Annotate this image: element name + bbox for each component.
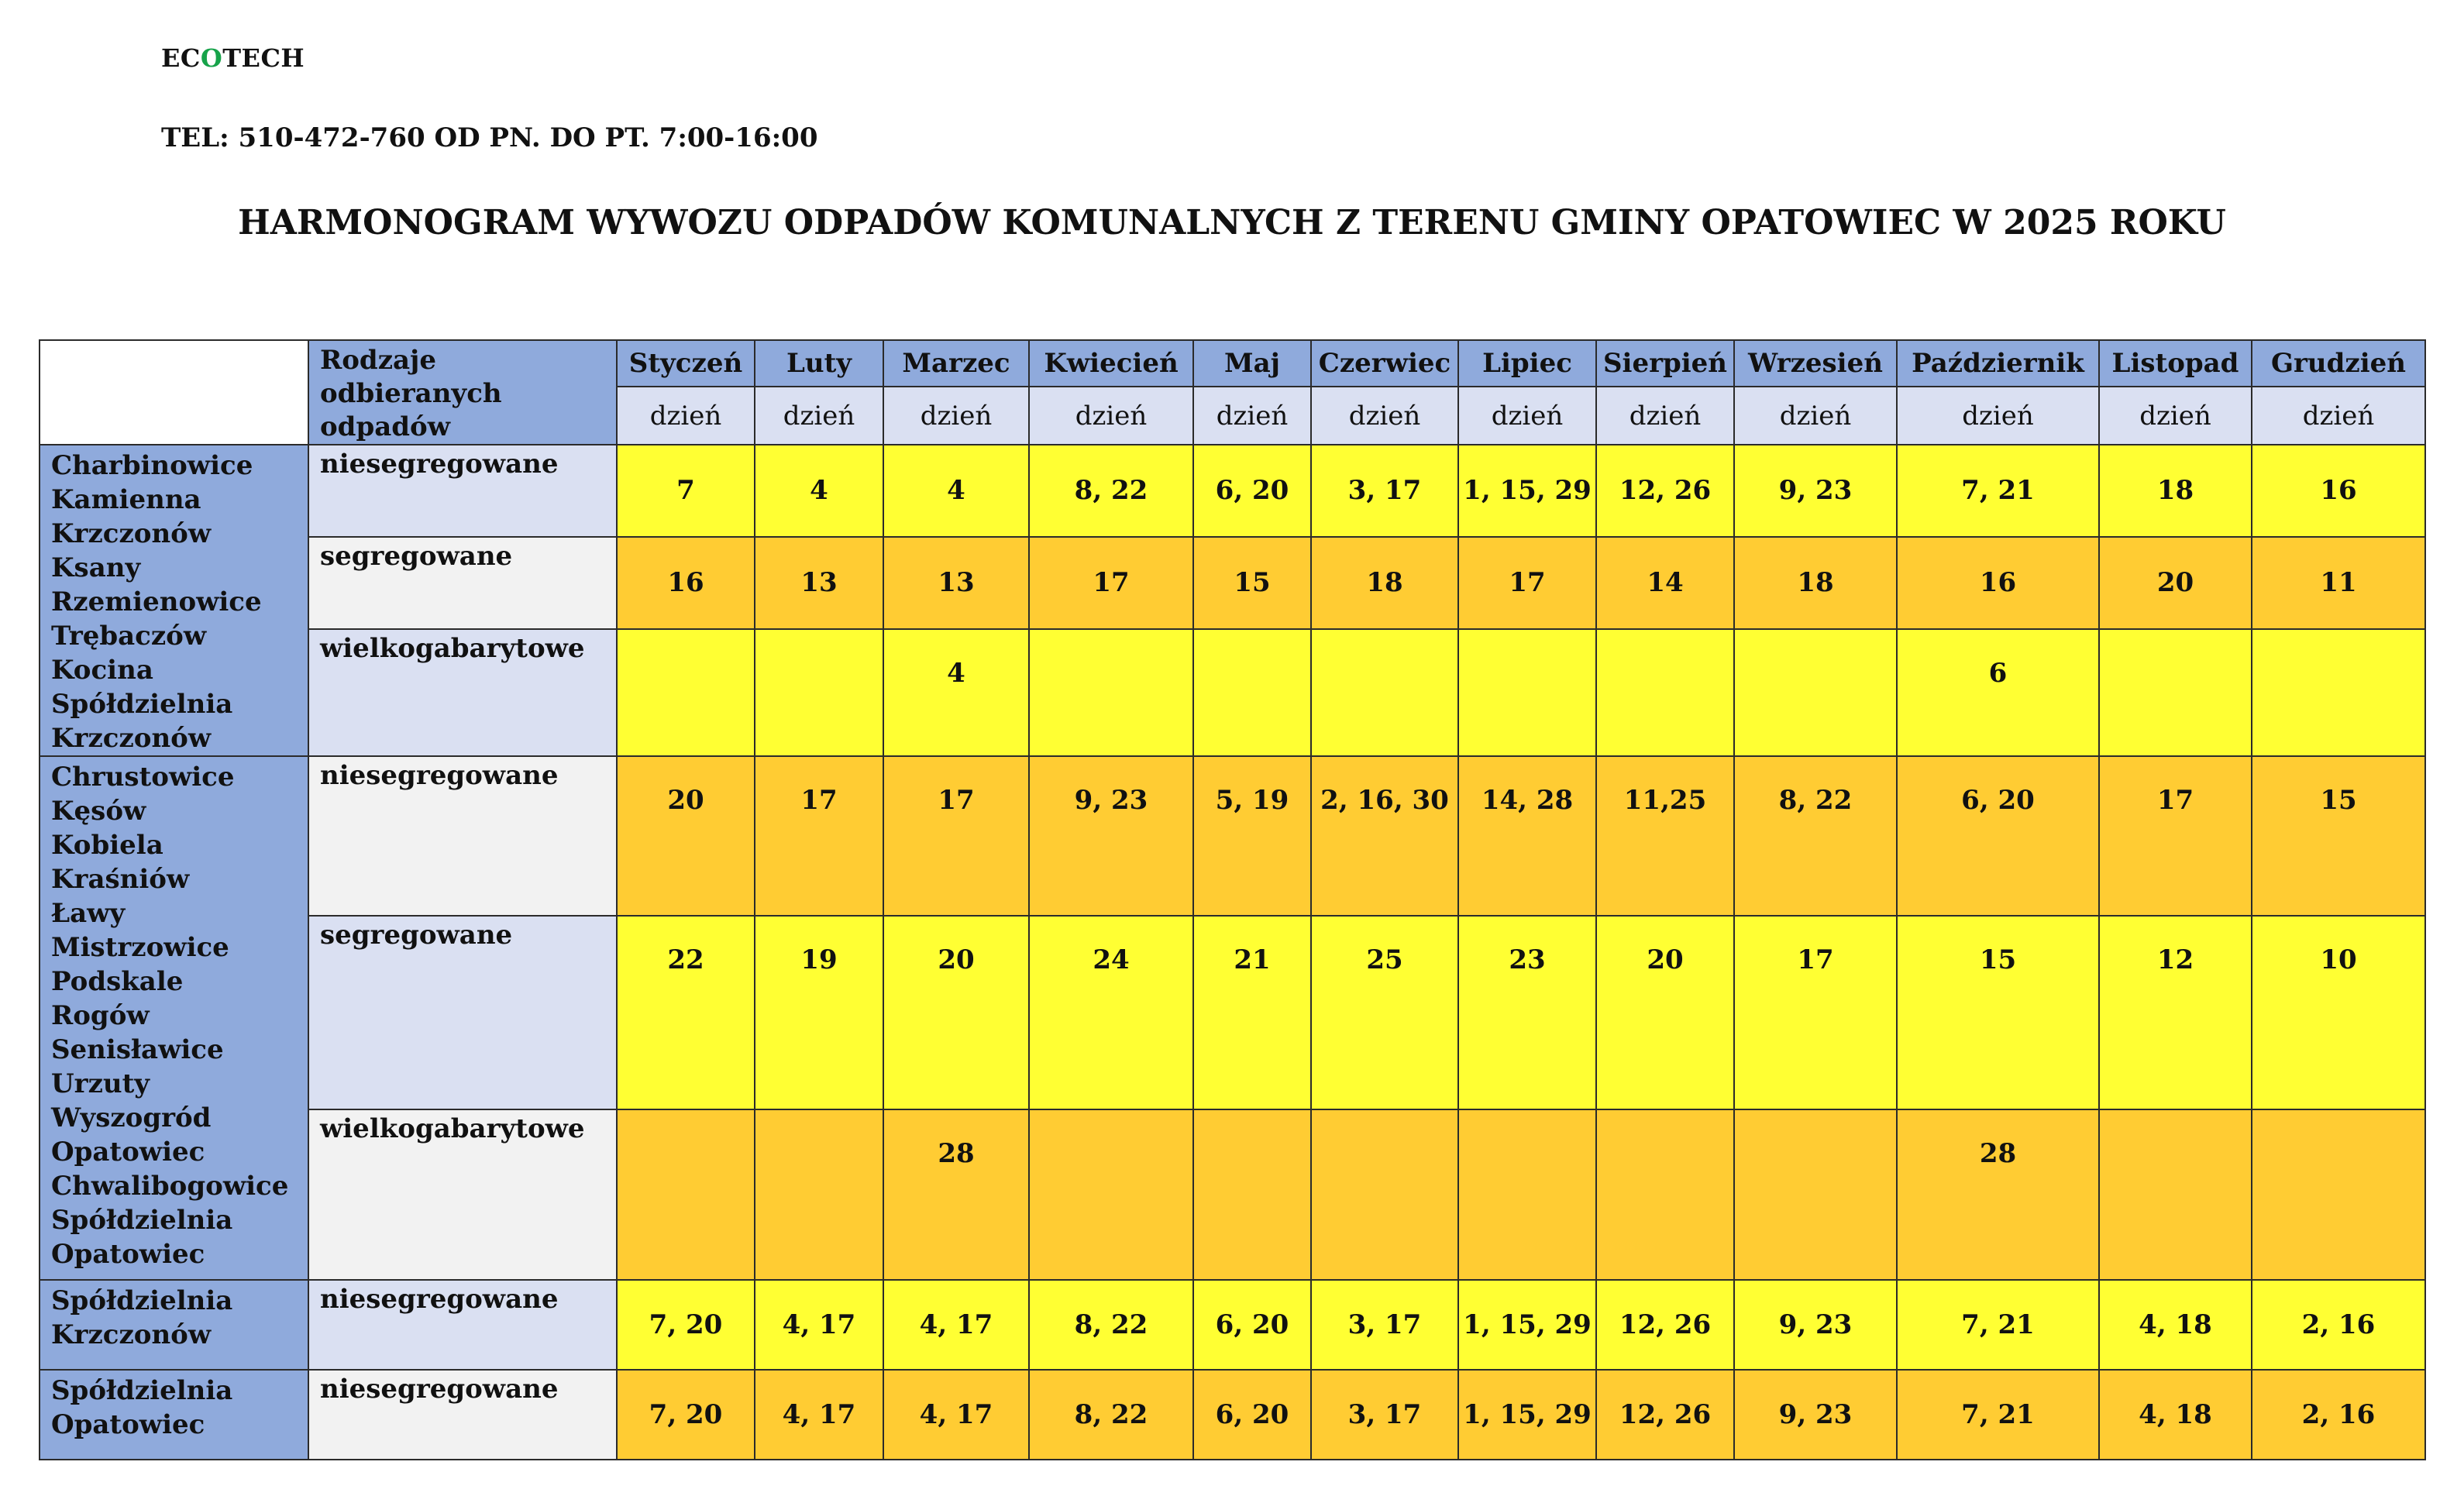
day-label: dzień bbox=[1897, 387, 2099, 445]
schedule-row bbox=[40, 537, 2425, 629]
pickup-days-cell: 2, 16, 30 bbox=[1311, 756, 1458, 916]
pickup-days-cell bbox=[2252, 629, 2425, 756]
pickup-days-cell: 9, 23 bbox=[1734, 445, 1897, 537]
village-name: Opatowiec bbox=[51, 1409, 205, 1440]
day-label: dzień bbox=[1734, 387, 1897, 445]
pickup-days-cell bbox=[1311, 1109, 1458, 1280]
month-header: Listopad bbox=[2099, 340, 2252, 387]
pickup-days-cell: 19 bbox=[755, 916, 883, 1109]
pickup-days-cell: 28 bbox=[883, 1109, 1029, 1280]
pickup-days-cell: 4 bbox=[883, 445, 1029, 537]
village-list bbox=[40, 445, 308, 756]
pickup-days-cell bbox=[1734, 629, 1897, 756]
waste-type-label: segregowane bbox=[308, 916, 617, 1109]
pickup-days-cell: 28 bbox=[1897, 1109, 2099, 1280]
village-name: Opatowiec bbox=[51, 1137, 205, 1168]
waste-type-label: niesegregowane bbox=[308, 445, 617, 537]
pickup-days-cell: 12, 26 bbox=[1596, 1370, 1734, 1460]
month-header: Maj bbox=[1193, 340, 1311, 387]
pickup-days-cell: 9, 23 bbox=[1029, 756, 1193, 916]
pickup-days-cell: 6, 20 bbox=[1193, 445, 1311, 537]
pickup-days-cell: 6, 20 bbox=[1193, 1280, 1311, 1370]
company-prefix: EC bbox=[161, 43, 201, 73]
pickup-days-cell bbox=[2099, 629, 2252, 756]
month-header: Marzec bbox=[883, 340, 1029, 387]
month-header: Kwiecień bbox=[1029, 340, 1193, 387]
waste-type-label: wielkogabarytowe bbox=[308, 629, 617, 756]
pickup-days-cell: 24 bbox=[1029, 916, 1193, 1109]
pickup-days-cell: 17 bbox=[1029, 537, 1193, 629]
month-header: Luty bbox=[755, 340, 883, 387]
month-header: Lipiec bbox=[1458, 340, 1596, 387]
village-list bbox=[40, 1280, 308, 1370]
pickup-days-cell: 18 bbox=[1311, 537, 1458, 629]
pickup-days-cell: 14 bbox=[1596, 537, 1734, 629]
village-list bbox=[40, 756, 308, 1280]
pickup-days-cell: 8, 22 bbox=[1029, 1370, 1193, 1460]
month-header: Czerwiec bbox=[1311, 340, 1458, 387]
pickup-days-cell: 7, 20 bbox=[617, 1280, 755, 1370]
pickup-days-cell: 16 bbox=[617, 537, 755, 629]
village-name: Opatowiec bbox=[51, 1239, 205, 1270]
village-name: Krzczonów bbox=[51, 518, 212, 549]
pickup-days-cell: 7, 20 bbox=[617, 1370, 755, 1460]
pickup-days-cell: 18 bbox=[1734, 537, 1897, 629]
pickup-days-cell: 3, 17 bbox=[1311, 445, 1458, 537]
day-label: dzień bbox=[2099, 387, 2252, 445]
pickup-days-cell bbox=[755, 629, 883, 756]
pickup-days-cell: 8, 22 bbox=[1029, 1280, 1193, 1370]
pickup-days-cell: 7 bbox=[617, 445, 755, 537]
waste-type-header: Rodzaje odbieranych odpadów bbox=[308, 340, 617, 445]
village-name: Rogów bbox=[51, 1000, 150, 1031]
day-label: dzień bbox=[1596, 387, 1734, 445]
pickup-days-cell: 10 bbox=[2252, 916, 2425, 1109]
village-name: Ławy bbox=[51, 898, 126, 929]
pickup-days-cell: 20 bbox=[617, 756, 755, 916]
pickup-days-cell bbox=[617, 1109, 755, 1280]
pickup-days-cell bbox=[1193, 1109, 1311, 1280]
pickup-days-cell: 11 bbox=[2252, 537, 2425, 629]
waste-type-label: segregowane bbox=[308, 537, 617, 629]
pickup-days-cell bbox=[1596, 1109, 1734, 1280]
village-name: Kocina bbox=[51, 655, 153, 686]
pickup-days-cell: 5, 19 bbox=[1193, 756, 1311, 916]
pickup-days-cell: 4 bbox=[883, 629, 1029, 756]
pickup-days-cell bbox=[755, 1109, 883, 1280]
pickup-days-cell: 20 bbox=[2099, 537, 2252, 629]
day-label: dzień bbox=[617, 387, 755, 445]
village-name: Krzczonów bbox=[51, 1319, 212, 1350]
village-name: Spółdzielnia bbox=[51, 689, 233, 720]
day-label: dzień bbox=[2252, 387, 2425, 445]
pickup-days-cell: 20 bbox=[883, 916, 1029, 1109]
pickup-days-cell: 15 bbox=[1897, 916, 2099, 1109]
pickup-days-cell bbox=[1029, 1109, 1193, 1280]
pickup-days-cell bbox=[1458, 629, 1596, 756]
day-label: dzień bbox=[1029, 387, 1193, 445]
pickup-days-cell: 4, 17 bbox=[755, 1370, 883, 1460]
company-suffix: TECH bbox=[222, 43, 305, 73]
pickup-days-cell: 13 bbox=[883, 537, 1029, 629]
pickup-days-cell bbox=[1311, 629, 1458, 756]
day-label: dzień bbox=[1193, 387, 1311, 445]
waste-type-label: niesegregowane bbox=[308, 756, 617, 916]
village-name: Spółdzielnia bbox=[51, 1285, 233, 1316]
village-name: Krzczonów bbox=[51, 723, 212, 754]
pickup-days-cell: 16 bbox=[1897, 537, 2099, 629]
pickup-days-cell: 12 bbox=[2099, 916, 2252, 1109]
village-name: Kraśniów bbox=[51, 864, 190, 895]
pickup-days-cell bbox=[1193, 629, 1311, 756]
pickup-days-cell: 2, 16 bbox=[2252, 1280, 2425, 1370]
village-name: Chwalibogowice bbox=[51, 1171, 289, 1202]
pickup-days-cell bbox=[1029, 629, 1193, 756]
pickup-days-cell bbox=[1458, 1109, 1596, 1280]
corner-cell bbox=[40, 340, 308, 445]
village-name: Urzuty bbox=[51, 1068, 150, 1099]
village-name: Mistrzowice bbox=[51, 932, 229, 963]
pickup-days-cell: 6, 20 bbox=[1193, 1370, 1311, 1460]
pickup-days-cell bbox=[2252, 1109, 2425, 1280]
pickup-days-cell: 1, 15, 29 bbox=[1458, 1280, 1596, 1370]
pickup-days-cell: 25 bbox=[1311, 916, 1458, 1109]
pickup-days-cell: 3, 17 bbox=[1311, 1370, 1458, 1460]
schedule-row bbox=[40, 1109, 2425, 1280]
village-name: Chrustowice bbox=[51, 762, 235, 793]
village-name: Rzemienowice bbox=[51, 586, 262, 617]
pickup-days-cell: 8, 22 bbox=[1734, 756, 1897, 916]
pickup-days-cell: 23 bbox=[1458, 916, 1596, 1109]
pickup-days-cell: 7, 21 bbox=[1897, 1280, 2099, 1370]
pickup-days-cell: 9, 23 bbox=[1734, 1280, 1897, 1370]
document-title: HARMONOGRAM WYWOZU ODPADÓW KOMUNALNYCH Z TERENU GMINY OPATOWIEC W 2025 ROKU bbox=[238, 203, 2226, 242]
company-accent-letter: O bbox=[200, 43, 223, 73]
pickup-days-cell: 22 bbox=[617, 916, 755, 1109]
pickup-days-cell: 1, 15, 29 bbox=[1458, 445, 1596, 537]
pickup-days-cell bbox=[617, 629, 755, 756]
pickup-days-cell: 21 bbox=[1193, 916, 1311, 1109]
pickup-days-cell: 14, 28 bbox=[1458, 756, 1596, 916]
pickup-days-cell: 4 bbox=[755, 445, 883, 537]
pickup-days-cell bbox=[1596, 629, 1734, 756]
pickup-days-cell: 6 bbox=[1897, 629, 2099, 756]
pickup-days-cell: 4, 18 bbox=[2099, 1370, 2252, 1460]
village-name: Kobiela bbox=[51, 830, 163, 861]
pickup-days-cell: 17 bbox=[883, 756, 1029, 916]
pickup-days-cell: 13 bbox=[755, 537, 883, 629]
waste-type-label: niesegregowane bbox=[308, 1370, 617, 1460]
pickup-days-cell: 11,25 bbox=[1596, 756, 1734, 916]
month-header: Grudzień bbox=[2252, 340, 2425, 387]
pickup-days-cell: 18 bbox=[2099, 445, 2252, 537]
schedule-row bbox=[40, 629, 2425, 756]
schedule-row bbox=[40, 1280, 2425, 1370]
schedule-row bbox=[40, 445, 2425, 537]
pickup-days-cell: 9, 23 bbox=[1734, 1370, 1897, 1460]
pickup-days-cell: 17 bbox=[2099, 756, 2252, 916]
village-name: Senisławice bbox=[51, 1034, 224, 1065]
pickup-days-cell: 8, 22 bbox=[1029, 445, 1193, 537]
pickup-days-cell: 15 bbox=[1193, 537, 1311, 629]
village-name: Charbinowice bbox=[51, 450, 253, 481]
pickup-days-cell: 7, 21 bbox=[1897, 445, 2099, 537]
waste-type-label: niesegregowane bbox=[308, 1280, 617, 1370]
pickup-days-cell bbox=[1734, 1109, 1897, 1280]
schedule-table bbox=[39, 339, 2426, 1460]
pickup-days-cell: 4, 17 bbox=[755, 1280, 883, 1370]
pickup-days-cell: 15 bbox=[2252, 756, 2425, 916]
village-list bbox=[40, 1370, 308, 1460]
pickup-days-cell: 4, 18 bbox=[2099, 1280, 2252, 1370]
month-header: Październik bbox=[1897, 340, 2099, 387]
day-label: dzień bbox=[1311, 387, 1458, 445]
pickup-days-cell: 4, 17 bbox=[883, 1280, 1029, 1370]
pickup-days-cell: 12, 26 bbox=[1596, 445, 1734, 537]
month-header: Styczeń bbox=[617, 340, 755, 387]
pickup-days-cell: 7, 21 bbox=[1897, 1370, 2099, 1460]
pickup-days-cell bbox=[2099, 1109, 2252, 1280]
schedule-row bbox=[40, 916, 2425, 1109]
village-name: Kamienna bbox=[51, 484, 201, 515]
pickup-days-cell: 17 bbox=[1734, 916, 1897, 1109]
pickup-days-cell: 16 bbox=[2252, 445, 2425, 537]
village-name: Spółdzielnia bbox=[51, 1375, 233, 1406]
pickup-days-cell: 12, 26 bbox=[1596, 1280, 1734, 1370]
pickup-days-cell: 1, 15, 29 bbox=[1458, 1370, 1596, 1460]
month-header: Wrzesień bbox=[1734, 340, 1897, 387]
day-label: dzień bbox=[755, 387, 883, 445]
village-name: Spółdzielnia bbox=[51, 1205, 233, 1236]
day-label: dzień bbox=[1458, 387, 1596, 445]
day-label: dzień bbox=[883, 387, 1029, 445]
village-name: Ksany bbox=[51, 552, 141, 583]
village-name: Trębaczów bbox=[51, 621, 207, 652]
month-header: Sierpień bbox=[1596, 340, 1734, 387]
pickup-days-cell: 2, 16 bbox=[2252, 1370, 2425, 1460]
pickup-days-cell: 4, 17 bbox=[883, 1370, 1029, 1460]
village-name: Podskale bbox=[51, 966, 184, 997]
pickup-days-cell: 17 bbox=[755, 756, 883, 916]
pickup-days-cell: 17 bbox=[1458, 537, 1596, 629]
pickup-days-cell: 3, 17 bbox=[1311, 1280, 1458, 1370]
pickup-days-cell: 6, 20 bbox=[1897, 756, 2099, 916]
phone-line: TEL: 510-472-760 OD PN. DO PT. 7:00-16:00 bbox=[161, 122, 818, 153]
schedule-row bbox=[40, 756, 2425, 916]
schedule-row bbox=[40, 1370, 2425, 1460]
village-name: Kęsów bbox=[51, 796, 146, 827]
waste-type-label: wielkogabarytowe bbox=[308, 1109, 617, 1280]
company-name bbox=[161, 43, 305, 73]
pickup-days-cell: 20 bbox=[1596, 916, 1734, 1109]
village-name: Wyszogród bbox=[51, 1102, 212, 1133]
